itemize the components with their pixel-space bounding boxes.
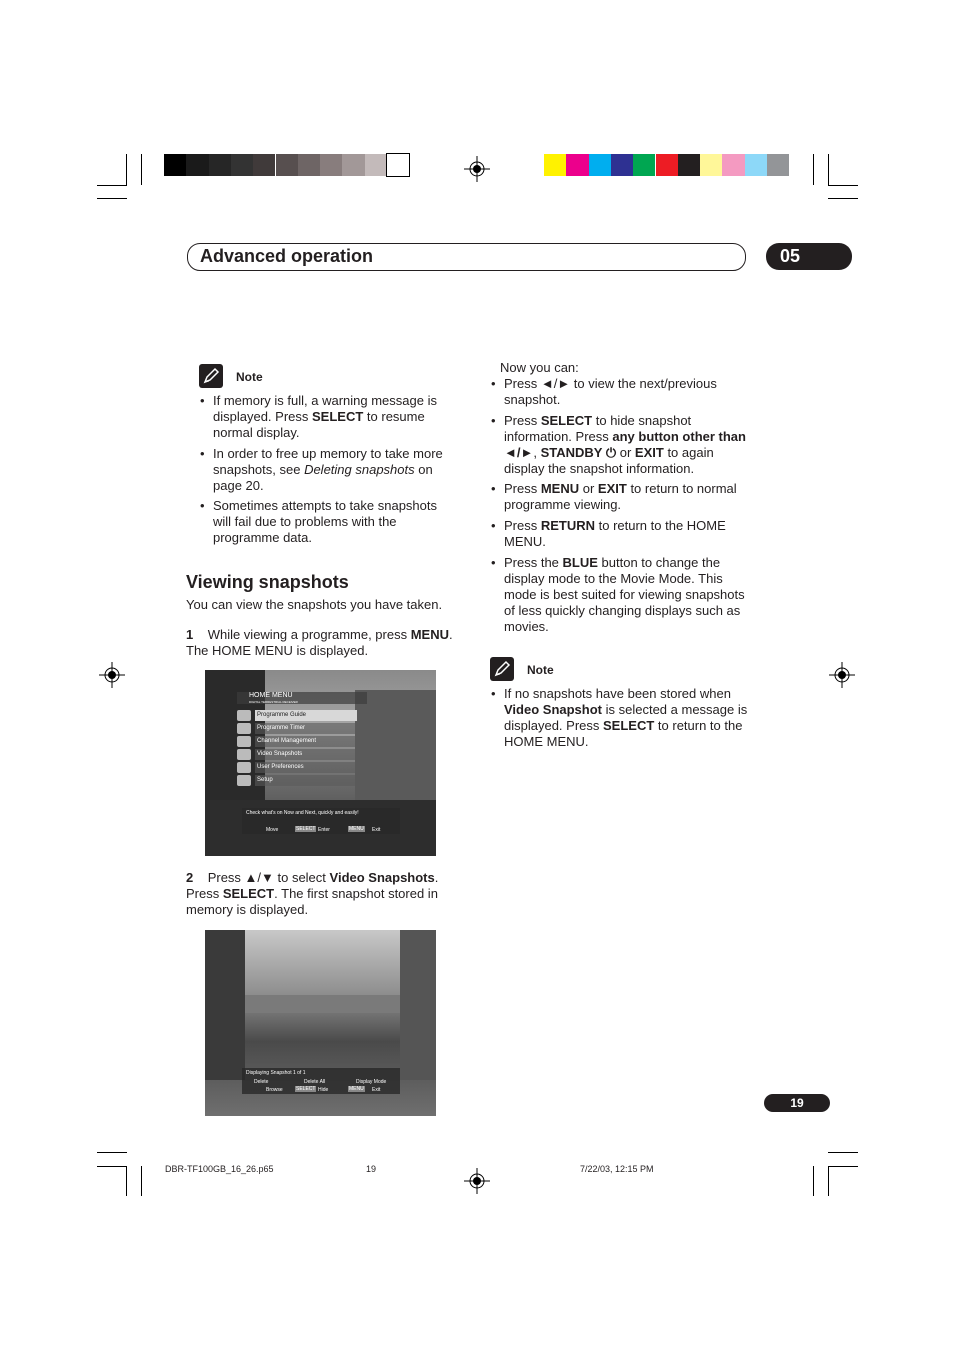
crop-mark <box>828 1166 858 1167</box>
crop-mark <box>97 185 127 186</box>
crop-mark <box>97 1166 127 1167</box>
menu-item-video-snapshots[interactable]: Video Snapshots <box>237 749 357 760</box>
color-swatch <box>164 154 186 176</box>
color-swatch <box>611 154 633 176</box>
note-label: Note <box>236 370 263 384</box>
crop-mark <box>126 154 127 185</box>
menu-info-panel: Check what's on Now and Next, quickly and easily! Move SELECT Enter MENU Exit <box>242 808 400 834</box>
color-swatch <box>276 154 298 176</box>
color-swatch <box>342 154 364 176</box>
color-swatch <box>656 154 678 176</box>
menu-item-setup[interactable]: Setup <box>237 775 357 786</box>
color-swatch <box>700 154 722 176</box>
note-icon <box>490 657 514 681</box>
menu-item-user-preferences[interactable]: User Preferences <box>237 762 357 773</box>
note-item: • Sometimes attempts to take snapshots will fail due to problems with the programme data. <box>213 498 458 546</box>
menu-item-programme-timer[interactable]: Programme Timer <box>237 723 357 734</box>
page-number: 19 <box>764 1094 830 1112</box>
color-swatch <box>387 154 409 176</box>
crop-mark <box>141 154 142 185</box>
crop-mark <box>828 185 858 186</box>
menu-item-programme-guide[interactable]: Programme Guide <box>237 710 357 721</box>
crop-mark <box>828 1152 858 1153</box>
photo-background <box>400 930 436 1080</box>
color-swatch <box>566 154 588 176</box>
section-title: Viewing snapshots <box>186 572 349 592</box>
color-swatch <box>298 154 320 176</box>
crop-mark <box>97 198 127 199</box>
right-bullet: • Press SELECT to hide snapshot information. Press any button other than ◄/►, STANDBY ⏻ or EXIT to again display the snapshot information. <box>504 413 749 477</box>
right-bullet: • Press MENU or EXIT to return to normal programme viewing. <box>504 481 749 513</box>
color-swatch <box>722 154 744 176</box>
right-bullet: • Press the BLUE button to change the display mode to the Movie Mode. This mode is best suited for viewing snapshots of less quickly changing displays such as movies. <box>504 555 749 635</box>
right-bullet: • Press ◄/► to view the next/previous snapshot. <box>504 376 749 408</box>
color-swatch <box>767 154 789 176</box>
color-swatch <box>320 154 342 176</box>
step-1: 1 While viewing a programme, press MENU. The HOME MENU is displayed. <box>186 627 453 658</box>
color-swatch <box>544 154 566 176</box>
color-swatch <box>678 154 700 176</box>
registration-mark-icon <box>829 662 855 688</box>
color-swatch <box>231 154 253 176</box>
crop-mark <box>828 1166 829 1196</box>
section-intro: You can view the snapshots you have taken. <box>186 597 443 612</box>
right-intro: Now you can: <box>500 360 579 375</box>
crop-mark <box>828 154 829 185</box>
footer-date: 7/22/03, 12:15 PM <box>580 1164 654 1174</box>
color-swatch <box>209 154 231 176</box>
chapter-badge: 05 <box>766 243 852 270</box>
crop-mark <box>828 198 858 199</box>
color-swatch <box>186 154 208 176</box>
crop-mark <box>126 1166 127 1196</box>
home-menu-screenshot <box>205 670 436 856</box>
crop-mark <box>813 154 814 185</box>
footer-filename: DBR-TF100GB_16_26.p65 <box>165 1164 274 1174</box>
photo-background <box>205 930 245 1080</box>
page-title: Advanced operation <box>200 246 374 266</box>
color-swatch <box>745 154 767 176</box>
photo-background <box>245 995 400 1013</box>
snapshot-info-panel: Displaying Snapshot 1 of 1 Delete Delete All Display Mode Browse SELECT Hide MENU Exit <box>242 1068 400 1094</box>
color-swatch <box>253 154 275 176</box>
color-swatch <box>633 154 655 176</box>
menu-item-channel-management[interactable]: Channel Management <box>237 736 357 747</box>
footer-page: 19 <box>366 1164 377 1174</box>
crop-mark <box>813 1166 814 1196</box>
registration-mark-icon <box>99 662 125 688</box>
registration-mark-icon <box>464 156 490 182</box>
color-swatch <box>365 154 387 176</box>
note-label: Note <box>527 663 554 677</box>
note-icon <box>199 364 223 388</box>
crop-mark <box>97 1152 127 1153</box>
snapshot-screenshot <box>205 930 436 1116</box>
note-item: • In order to free up memory to take more snapshots, see Deleting snapshots on page 20. <box>213 446 458 494</box>
menu-header: HOME MENU DIGITAL TERRESTRIAL RECEIVER <box>237 692 367 704</box>
crop-mark <box>141 1166 142 1196</box>
color-swatch <box>589 154 611 176</box>
note-item: • If memory is full, a warning message is displayed. Press SELECT to resume normal display. <box>213 393 458 441</box>
registration-mark-icon <box>464 1168 490 1194</box>
step-2: 2 Press ▲/▼ to select Video Snapshots. Press SELECT. The first snapshot stored in memory is displayed. <box>186 870 439 917</box>
right-bullet: • Press RETURN to return to the HOME MENU. <box>504 518 749 550</box>
note-item: • If no snapshots have been stored when Video Snapshot is selected a message is displayed. Press SELECT to return to the HOME MENU. <box>504 686 749 750</box>
